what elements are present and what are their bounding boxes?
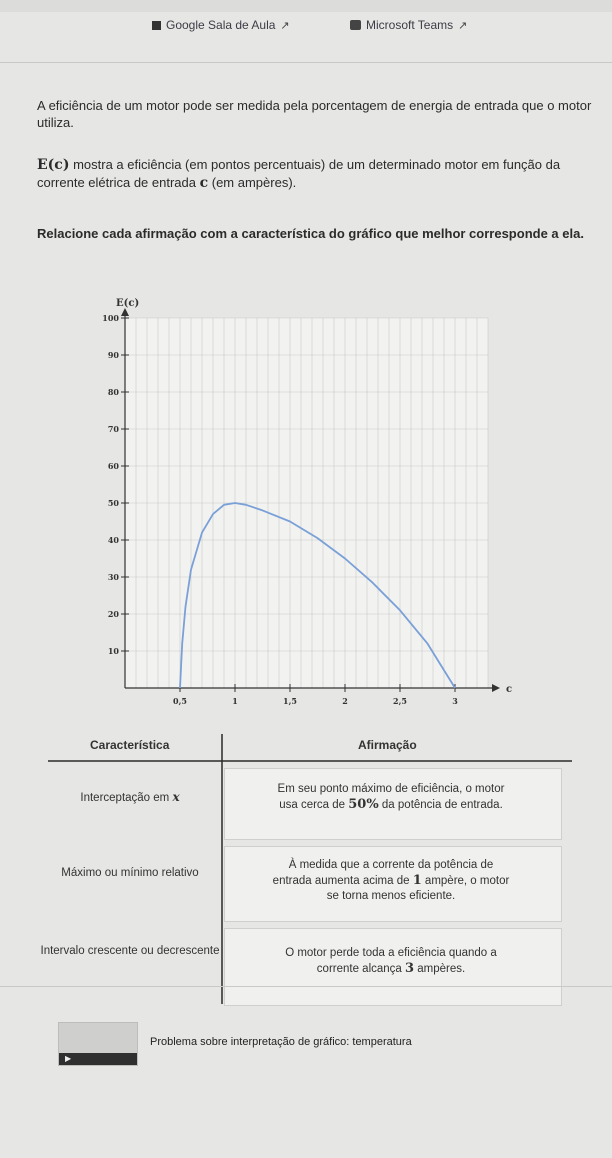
google-classroom-link[interactable]	[152, 18, 290, 32]
play-icon: ▶	[65, 1054, 72, 1063]
x-tick-label: 3	[452, 696, 458, 706]
header-characteristic: Característica	[90, 738, 170, 752]
next-problem-link[interactable]: Problema sobre interpretação de gráfico: temperatura	[150, 1036, 412, 1048]
instruction-paragraph: Relacione cada afirmação com a característica do gráfico que melhor corresponde a ela.	[37, 226, 584, 241]
x-tick-label: 2	[342, 696, 348, 706]
y-tick-label: 40	[107, 535, 119, 545]
intro-paragraph-2	[37, 156, 597, 192]
video-play-bar	[59, 1053, 137, 1065]
top-strip	[0, 0, 612, 12]
variable-c: c	[199, 175, 209, 191]
statement-zero-efficiency: O motor perde toda a eficiência quando a corrente alcança 3 ampères.	[285, 947, 497, 976]
y-tick-label: 80	[107, 387, 119, 397]
y-tick-label: 100	[102, 313, 119, 323]
statement-maximum: Em seu ponto máximo de eficiência, o motor usa cerca de 50% da potência de entrada.	[277, 783, 505, 812]
y-tick-label: 30	[107, 572, 119, 582]
divider	[0, 986, 612, 987]
external-link-icon: ↗	[458, 19, 468, 32]
feature-x-intercept[interactable]: Interceptação em x	[80, 790, 180, 804]
feature-increasing-decreasing[interactable]: Intervalo crescente ou decrescente	[40, 945, 220, 957]
classroom-icon	[152, 21, 161, 30]
x-tick-label: 1,5	[283, 696, 297, 706]
feature-relative-extremum[interactable]: Máximo ou mínimo relativo	[61, 867, 199, 879]
x-tick-label: 2,5	[393, 696, 407, 706]
x-axis-label: c	[506, 684, 513, 695]
y-axis-label: E(c)	[116, 298, 140, 309]
function-name: E(c)	[37, 157, 70, 173]
teams-link-label: Microsoft Teams	[366, 18, 454, 32]
y-tick-label: 20	[107, 609, 119, 619]
y-tick-label: 60	[107, 461, 119, 471]
teams-icon	[350, 20, 361, 30]
x-tick-label: 0,5	[173, 696, 187, 706]
chart-svg	[0, 290, 612, 706]
classroom-link-label: Google Sala de Aula	[166, 18, 276, 32]
x-axis-arrow	[492, 684, 500, 692]
x-tick-label: 1	[232, 696, 238, 706]
microsoft-teams-link[interactable]	[350, 18, 467, 32]
y-tick-label: 90	[107, 350, 119, 360]
divider	[0, 62, 612, 63]
y-axis-arrow	[121, 308, 129, 316]
intro-paragraph-1: A eficiência de um motor pode ser medida pela porcentagem de energia de entrada que o motor utiliza.	[37, 98, 592, 130]
intro-text-b: (em ampères).	[208, 175, 297, 190]
header-statement: Afirmação	[358, 738, 417, 752]
statement-decreasing: À medida que a corrente da potência de entrada aumenta acima de 1 ampère, o motor se torna menos eficiente.	[272, 859, 510, 902]
external-link-icon: ↗	[280, 19, 290, 32]
external-links-bar	[0, 16, 612, 40]
y-tick-label: 10	[107, 646, 119, 656]
video-thumbnail[interactable]	[58, 1022, 138, 1066]
y-tick-label: 70	[107, 424, 119, 434]
y-tick-label: 50	[107, 498, 119, 508]
efficiency-chart	[0, 290, 612, 705]
intro-text-a: mostra a eficiência (em pontos percentuais) de um determinado motor em função da corrente elétrica de entrada	[37, 157, 561, 190]
